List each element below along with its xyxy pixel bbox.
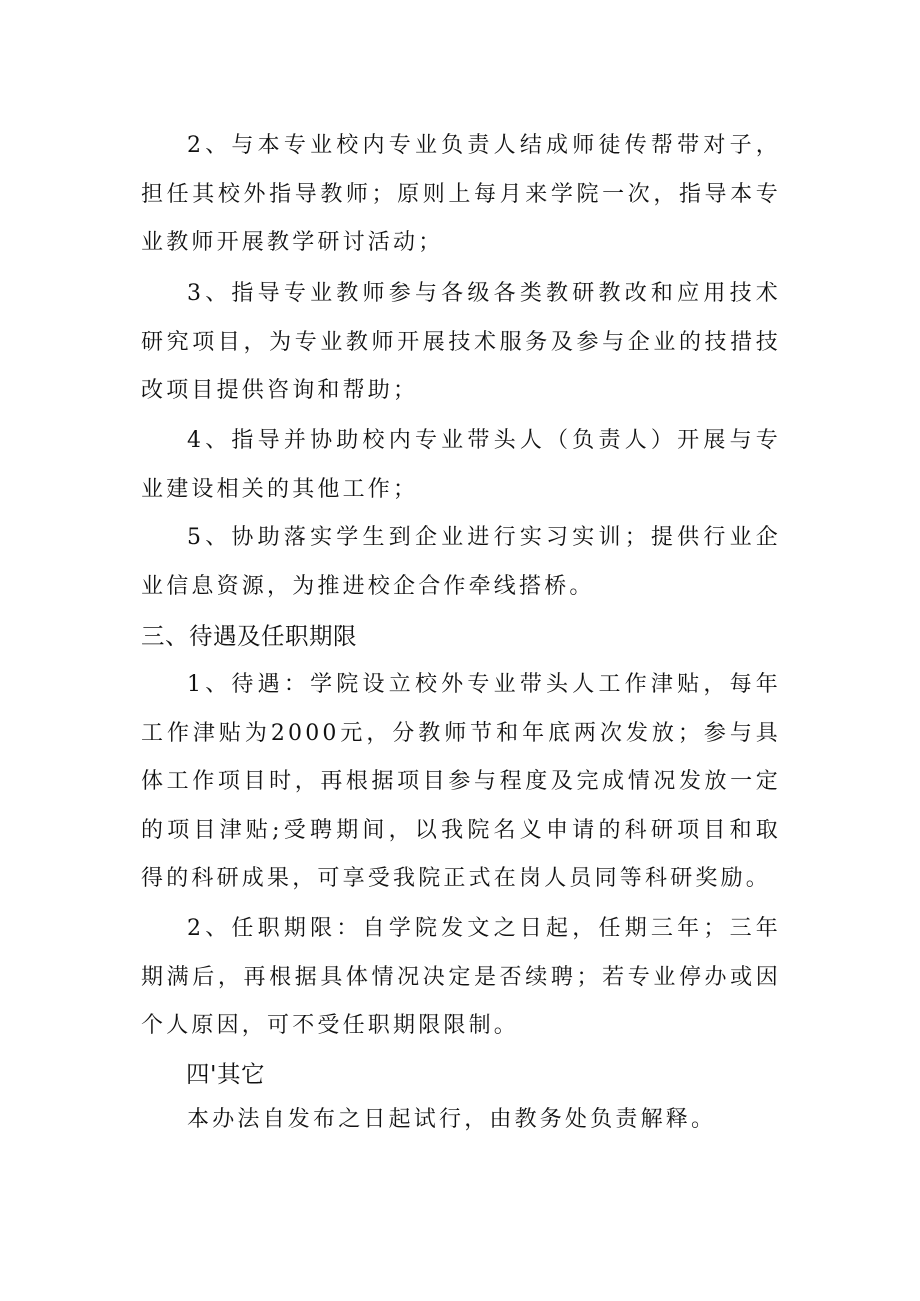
list-item-internship: 5、协助落实学生到企业进行实习实训；提供行业企业信息资源，为推进校企合作牵线搭桥。: [141, 525, 781, 599]
list-item-assist-leader: 4、指导并协助校内专业带头人（负责人）开展与专业建设相关的其他工作；: [141, 428, 781, 502]
paragraph-treatment: 1、待遇：学院设立校外专业带头人工作津贴，每年工作津贴为2000元，分教师节和年底两次发放；参与具体工作项目时，再根据项目参与程度及完成情况发放一定的项目津贴;受聘期间，以我院名义申请的科研项目和取得的科研成果，可享受我院正式在岗人员同等科研奖励。: [141, 672, 781, 891]
list-item-research-guidance: 3、指导专业教师参与各级各类教研教改和应用技术研究项目，为专业教师开展技术服务及参与企业的技措技改项目提供咨询和帮助；: [141, 281, 781, 403]
paragraph-closing: 本办法自发布之日起试行，由教务处负责解释。: [187, 1107, 717, 1132]
list-item-mentoring: 2、与本专业校内专业负责人结成师徒传帮带对子，担任其校外指导教师；原则上每月来学院一次，指导本专业教师开展教学研讨活动；: [141, 133, 781, 255]
paragraph-term: 2、任职期限：自学院发文之日起，任期三年；三年期满后，再根据具体情况决定是否续聘；若专业停办或因个人原因，可不受任职期限限制。: [141, 916, 781, 1038]
section-heading-treatment-term: 三、待遇及任职期限: [141, 622, 357, 650]
section-heading-other: 四'其它: [186, 1060, 265, 1088]
